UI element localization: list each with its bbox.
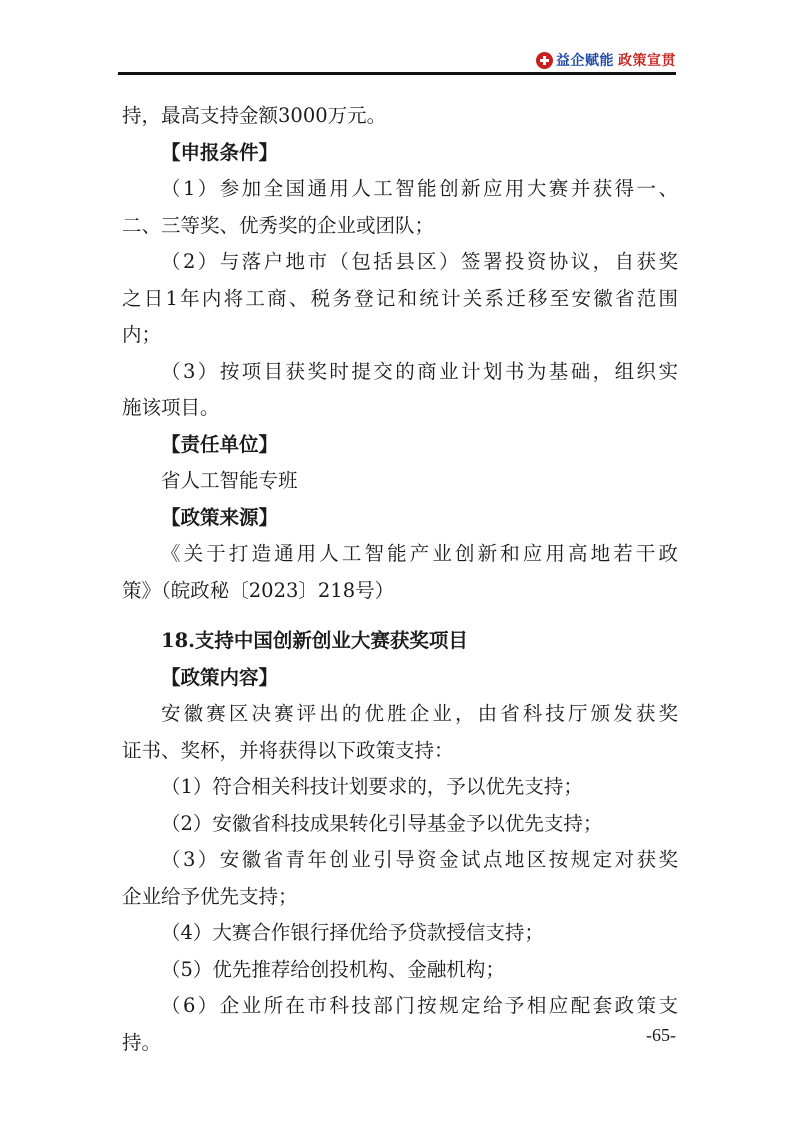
header-rule [118,72,676,75]
logo-secondary-text: 政策宣贯 [618,53,676,69]
document-body [122,98,678,1061]
body-line: 安徽赛区决赛评出的优胜企业，由省科技厅颁发获奖 [161,702,678,725]
body-line: （1）参加全国通用人工智能创新应用大赛并获得一、 [161,177,678,200]
body-line: （4）大赛合作银行择优给予贷款授信支持； [161,921,544,944]
body-line: 之日1年内将工商、税务登记和统计关系迁移至安徽省范围 [122,286,678,310]
body-line: 证书、奖杯，并将获得以下政策支持： [122,738,454,762]
body-line: 企业给予优先支持； [122,884,298,908]
body-line: （3）按项目获奖时提交的商业计划书为基础，组织实 [161,359,678,383]
body-line: 策》（皖政秘〔2023〕218号） [122,578,395,602]
page-number: -65- [646,1025,676,1045]
body-line: （3）安徽省青年创业引导资金试点地区按规定对获奖 [161,848,678,871]
body-line: （2）与落户地市（包括县区）签署投资协议，自获奖 [161,250,678,273]
section-heading-policy-source: 【政策来源】 [161,505,279,529]
body-line: 持，最高支持金额3000万元。 [122,104,387,127]
body-line: 持。 [122,1030,162,1054]
item-title: 18.支持中国创新创业大赛获奖项目 [161,629,468,652]
section-heading-policy-content: 【政策内容】 [161,665,279,689]
logo-primary-text: 益企赋能 [556,53,614,69]
body-line: （6）企业所在市科技部门按规定给予相应配套政策支 [161,994,678,1017]
page-header [118,44,676,74]
body-line: 省人工智能专班 [161,469,298,492]
body-line: （1）符合相关科技计划要求的，予以优先支持； [161,775,583,798]
body-line: 二、三等奖、优秀奖的企业或团队； [122,213,435,237]
section-heading-responsible-unit: 【责任单位】 [161,432,279,456]
brand-logo [536,50,676,70]
body-line: 施该项目。 [122,396,220,419]
body-line: 内； [122,323,162,346]
body-line: （2）安徽省科技成果转化引导基金予以优先支持； [161,811,603,835]
body-line: （5）优先推荐给创投机构、金融机构； [161,957,505,981]
body-line: 《关于打造通用人工智能产业创新和应用高地若干政 [161,542,678,565]
section-heading-application-conditions: 【申报条件】 [161,140,279,164]
logo-icon [536,52,553,69]
